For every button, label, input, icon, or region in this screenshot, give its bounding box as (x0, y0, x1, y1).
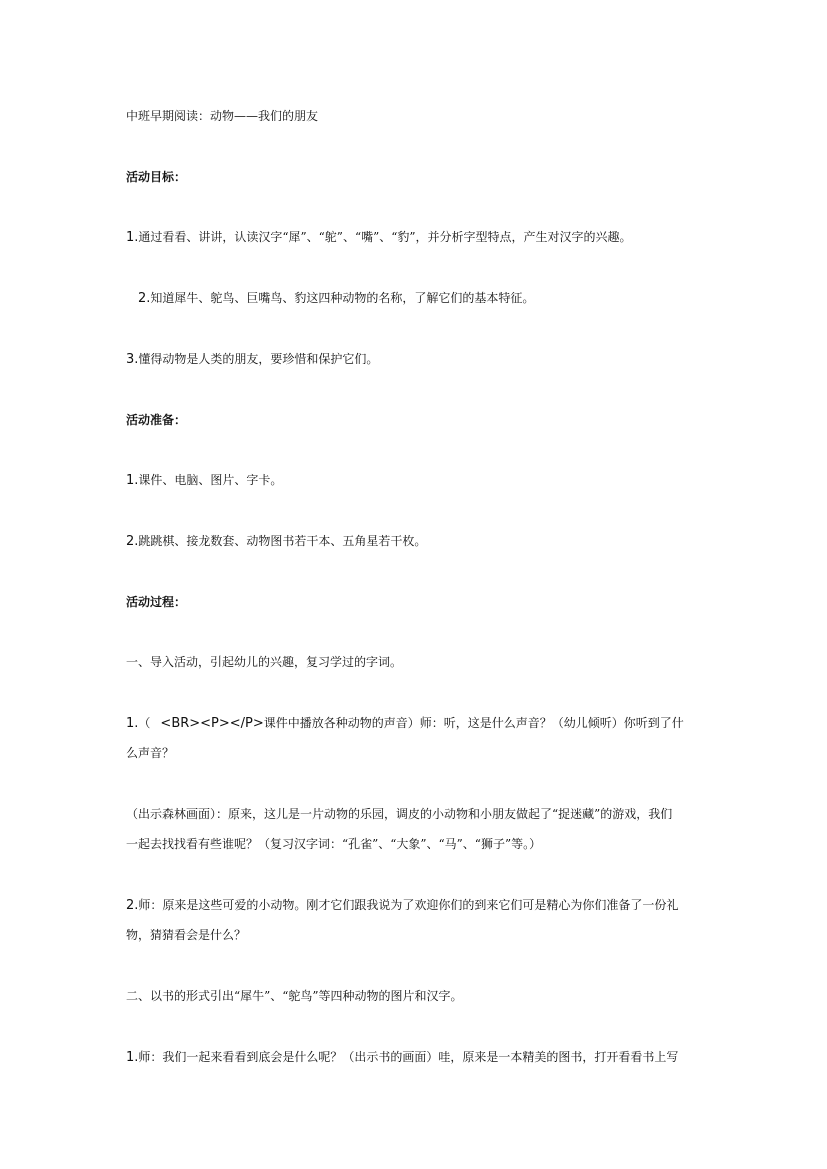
prep-item-1 (126, 470, 282, 491)
process-heading: 活动过程： (126, 595, 187, 609)
step-1-line-2: 么声音？ (126, 746, 175, 760)
step-2-line-2: 物，猜猜看会是什么？ (126, 928, 247, 942)
goal-item-1 (126, 227, 632, 248)
goal-item-2 (138, 288, 534, 309)
step-number: 1. (126, 1050, 139, 1065)
goal-item-number: 3. (126, 352, 139, 367)
step-text: 课件中播放各种动物的声音）师：听，这是什么声音？（幼儿倾听）你听到了什 (263, 716, 684, 730)
paragraph-forest-line-1: （出示森林画面）：原来，这儿是一片动物的乐园，调皮的小动物和小朋友做起了“捉迷藏”的游戏，我们 (126, 807, 673, 821)
goal-item-3 (126, 349, 378, 370)
section-two-step-1-line-1 (126, 1047, 678, 1068)
section-two-heading: 二、以书的形式引出“犀牛”、“鸵鸟”等四种动物的图片和汉字。 (126, 989, 463, 1003)
goal-item-number: 2. (138, 291, 151, 306)
step-paren: （ (138, 716, 151, 730)
step-code-text: <BR><P></P> (160, 716, 264, 731)
prep-item-text: 课件、电脑、图片、字卡。 (138, 473, 283, 487)
step-text: 师：原来是这些可爱的小动物。刚才它们跟我说为了欢迎你们的到来它们可是精心为你们准备了一份礼 (138, 898, 679, 912)
step-1-line-1 (126, 713, 684, 734)
goal-item-number: 1. (126, 230, 139, 245)
prep-item-2 (126, 531, 426, 552)
section-one-heading: 一、导入活动，引起幼儿的兴趣，复习学过的字词。 (126, 655, 403, 669)
goal-item-text: 知道犀牛、鸵鸟、巨嘴鸟、豹这四种动物的名称，了解它们的基本特征。 (150, 291, 535, 305)
prep-item-number: 1. (126, 473, 139, 488)
step-2-line-1 (126, 895, 678, 916)
goals-heading: 活动目标： (126, 170, 187, 184)
step-text: 师：我们一起来看看到底会是什么呢？（出示书的画面）哇，原来是一本精美的图书，打开看看书上写 (138, 1050, 679, 1064)
prep-item-number: 2. (126, 534, 139, 549)
step-number: 2. (126, 898, 139, 913)
prep-heading: 活动准备： (126, 413, 187, 427)
prep-item-text: 跳跳棋、接龙数套、动物图书若干本、五角星若干枚。 (138, 534, 427, 548)
goal-item-text: 通过看看、讲讲，认读汉字“犀”、“鸵”、“嘴”、“豹”，并分析字型特点，产生对汉字的兴趣。 (138, 230, 632, 244)
document-title: 中班早期阅读：动物——我们的朋友 (126, 109, 319, 123)
paragraph-forest-line-2: 一起去找找看有些谁呢？（复习汉字词：“孔雀”、“大象”、“马”、“狮子”等。） (126, 837, 542, 851)
step-number: 1. (126, 716, 139, 731)
goal-item-text: 懂得动物是人类的朋友，要珍惜和保护它们。 (138, 352, 379, 366)
